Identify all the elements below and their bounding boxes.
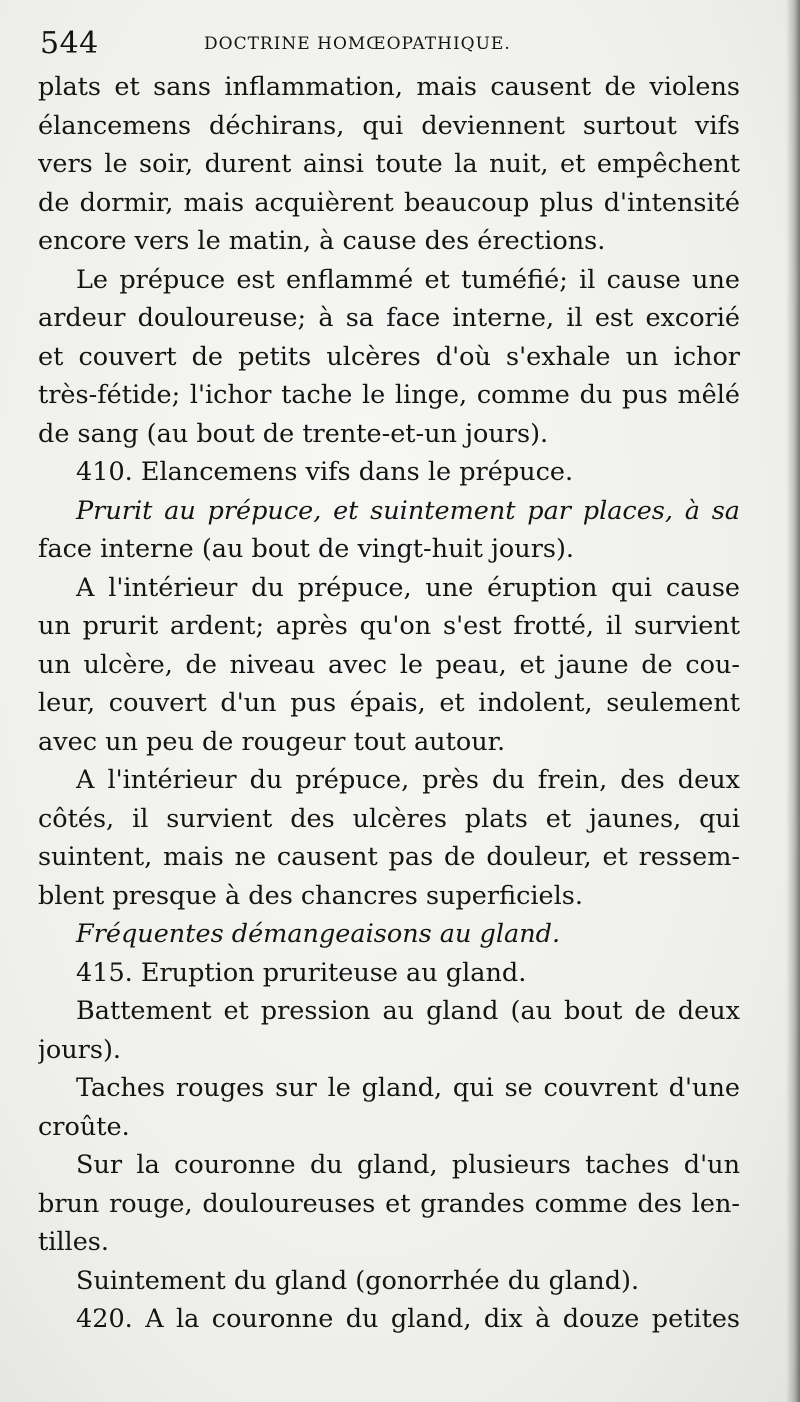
text-line: plats et sans inflammation, mais causent de violens bbox=[38, 72, 740, 102]
text-line: Le prépuce est enflammé et tuméfié; il cause une bbox=[76, 264, 740, 295]
text-line: A l'intérieur du prépuce, une éruption qui cause bbox=[76, 572, 740, 603]
text-line: très-fétide; l'ichor tache le linge, comme du pus mêlé bbox=[38, 380, 740, 410]
text-line: tilles. bbox=[38, 1227, 109, 1257]
page-header bbox=[40, 24, 740, 64]
text-line: 410. Elancemens vifs dans le prépuce. bbox=[76, 457, 574, 487]
page-number: 544 bbox=[40, 26, 99, 61]
text-line: jours). bbox=[38, 1034, 122, 1065]
text-line: A l'intérieur du prépuce, près du frein, des deux bbox=[76, 765, 740, 795]
text-line: suintent, mais ne causent pas de douleur, et ressem- bbox=[38, 842, 740, 872]
text-line: un prurit ardent; après qu'on s'est frotté, il survient bbox=[38, 611, 740, 641]
body-text bbox=[38, 68, 740, 1339]
text-line: Sur la couronne du gland, plusieurs taches d'un bbox=[76, 1150, 740, 1180]
text-line: et couvert de petits ulcères d'où s'exhale un ichor bbox=[38, 341, 740, 372]
text-line: brun rouge, douloureuses et grandes comme des len- bbox=[38, 1188, 740, 1219]
text-line: avec un peu de rougeur tout autour. bbox=[38, 726, 506, 757]
text-line: Prurit au prépuce, et suintement par places, à sa bbox=[76, 495, 740, 526]
text-line: leur, couvert d'un pus épais, et indolent, seulement bbox=[38, 688, 740, 718]
text-line: Fréquentes démangeaisons au gland. bbox=[76, 919, 561, 949]
text-line: ardeur douloureuse; à sa face interne, il est excorié bbox=[38, 303, 740, 333]
text-line: de dormir, mais acquièrent beaucoup plus d'intensité bbox=[38, 187, 740, 218]
text-line: élancemens déchirans, qui deviennent surtout vifs bbox=[38, 110, 740, 141]
running-title: DOCTRINE HOMŒOPATHIQUE. bbox=[204, 34, 511, 54]
text-line: de sang (au bout de trente-et-un jours). bbox=[38, 418, 549, 449]
text-line: Suintement du gland (gonorrhée du gland). bbox=[76, 1265, 640, 1296]
text-line: 415. Eruption pruriteuse au gland. bbox=[76, 957, 527, 988]
text-line: côtés, il survient des ulcères plats et jaunes, qui bbox=[38, 803, 740, 834]
page-edge-shadow bbox=[786, 0, 800, 1402]
text-line: vers le soir, durent ainsi toute la nuit, et empêchent bbox=[38, 149, 740, 179]
text-line: Taches rouges sur le gland, qui se couvrent d'une bbox=[76, 1073, 740, 1103]
text-line: encore vers le matin, à cause des érections. bbox=[38, 226, 606, 256]
text-line: blent presque à des chancres superficiels. bbox=[38, 880, 583, 911]
text-line: croûte. bbox=[38, 1111, 130, 1142]
text-line: face interne (au bout de vingt-huit jours). bbox=[38, 534, 575, 564]
text-line: Battement et pression au gland (au bout de deux bbox=[76, 996, 740, 1026]
text-line: 420. A la couronne du gland, dix à douze petites bbox=[76, 1304, 740, 1334]
text-line: un ulcère, de niveau avec le peau, et jaune de cou- bbox=[38, 649, 740, 680]
